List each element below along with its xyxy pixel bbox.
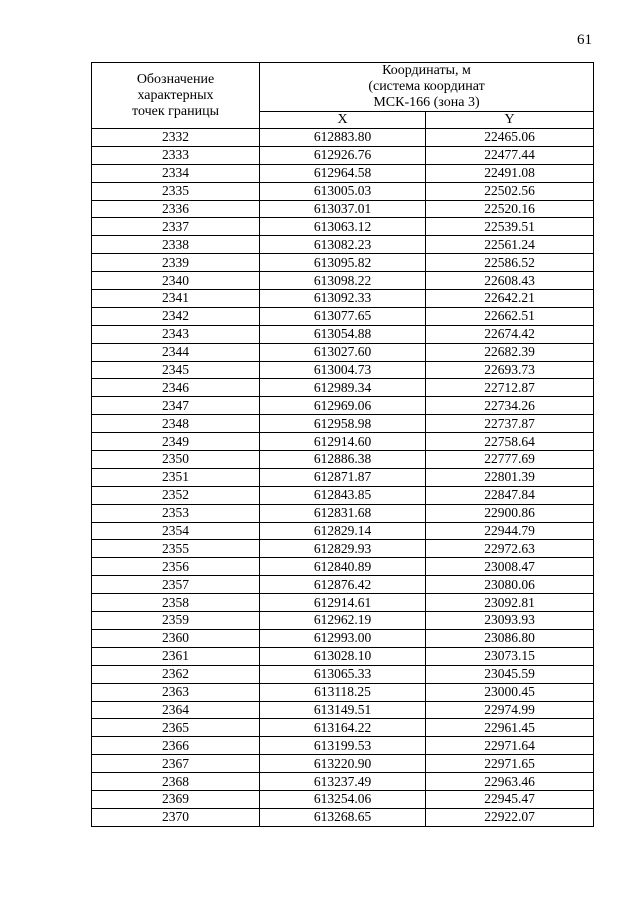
table-row [92,468,594,486]
x-coordinate-cell: 612964.58 [260,164,426,182]
y-coordinate-cell: 22674.42 [426,325,594,343]
table-row [92,647,594,665]
table-row [92,254,594,272]
point-number-cell: 2332 [92,129,260,147]
table-row [92,451,594,469]
header-point-line-3: точек границы [132,103,219,119]
point-number-cell: 2334 [92,164,260,182]
table-row [92,146,594,164]
point-number-cell: 2350 [92,451,260,469]
header-coords-line-3: МСК-166 (зона 3) [373,95,480,110]
y-coordinate-cell: 22974.99 [426,701,594,719]
point-number-cell: 2348 [92,415,260,433]
point-number-cell: 2367 [92,755,260,773]
y-coordinate-cell: 22491.08 [426,164,594,182]
point-number-cell: 2360 [92,629,260,647]
x-coordinate-cell: 613254.06 [260,790,426,808]
x-coordinate-cell: 613037.01 [260,200,426,218]
table-row [92,504,594,522]
point-number-cell: 2370 [92,808,260,826]
x-coordinate-cell: 613095.82 [260,254,426,272]
coordinates-table [91,62,594,827]
table-row [92,665,594,683]
point-number-cell: 2349 [92,433,260,451]
x-coordinate-cell: 613005.03 [260,182,426,200]
point-number-cell: 2335 [92,182,260,200]
y-coordinate-cell: 22465.06 [426,129,594,147]
x-coordinate-cell: 612914.60 [260,433,426,451]
y-coordinate-cell: 22961.45 [426,719,594,737]
x-coordinate-cell: 613098.22 [260,272,426,290]
header-point-line-1: Обозначение [136,71,215,87]
table-row [92,397,594,415]
x-coordinate-cell: 613027.60 [260,343,426,361]
y-coordinate-cell: 22586.52 [426,254,594,272]
point-number-cell: 2339 [92,254,260,272]
y-coordinate-cell: 22922.07 [426,808,594,826]
header-coords-line-1: Координаты, м [382,63,471,78]
x-coordinate-cell: 612876.42 [260,576,426,594]
x-coordinate-cell: 612843.85 [260,486,426,504]
header-coordinates [260,63,594,112]
point-number-cell: 2347 [92,397,260,415]
table-body [92,129,594,827]
x-coordinate-cell: 613164.22 [260,719,426,737]
point-number-cell: 2338 [92,236,260,254]
y-coordinate-cell: 22712.87 [426,379,594,397]
header-y: Y [426,112,594,129]
x-coordinate-cell: 613149.51 [260,701,426,719]
header-coords-line-2: (система координат [368,79,485,94]
table-row [92,379,594,397]
x-coordinate-cell: 612883.80 [260,129,426,147]
header-point-line-2: характерных [137,87,214,103]
point-number-cell: 2366 [92,737,260,755]
table-row [92,629,594,647]
table-row [92,486,594,504]
x-coordinate-cell: 612962.19 [260,612,426,630]
table-row [92,612,594,630]
x-coordinate-cell: 612840.89 [260,558,426,576]
y-coordinate-cell: 22642.21 [426,290,594,308]
y-coordinate-cell: 22971.65 [426,755,594,773]
y-coordinate-cell: 22801.39 [426,468,594,486]
y-coordinate-cell: 23080.06 [426,576,594,594]
point-number-cell: 2359 [92,612,260,630]
point-number-cell: 2346 [92,379,260,397]
point-number-cell: 2344 [92,343,260,361]
point-number-cell: 2337 [92,218,260,236]
x-coordinate-cell: 613077.65 [260,307,426,325]
page-number: 61 [577,32,592,48]
y-coordinate-cell: 22502.56 [426,182,594,200]
y-coordinate-cell: 22847.84 [426,486,594,504]
y-coordinate-cell: 23086.80 [426,629,594,647]
point-number-cell: 2336 [92,200,260,218]
point-number-cell: 2365 [92,719,260,737]
x-coordinate-cell: 612886.38 [260,451,426,469]
x-coordinate-cell: 612914.61 [260,594,426,612]
x-coordinate-cell: 612989.34 [260,379,426,397]
table-row [92,540,594,558]
table-row [92,343,594,361]
table-row [92,415,594,433]
y-coordinate-cell: 22971.64 [426,737,594,755]
point-number-cell: 2358 [92,594,260,612]
table-row [92,808,594,826]
y-coordinate-cell: 22539.51 [426,218,594,236]
y-coordinate-cell: 22477.44 [426,146,594,164]
table-row [92,790,594,808]
table-row [92,361,594,379]
x-coordinate-cell: 612993.00 [260,629,426,647]
y-coordinate-cell: 22662.51 [426,307,594,325]
x-coordinate-cell: 612969.06 [260,397,426,415]
x-coordinate-cell: 613063.12 [260,218,426,236]
y-coordinate-cell: 22944.79 [426,522,594,540]
y-coordinate-cell: 22734.26 [426,397,594,415]
table-row [92,594,594,612]
table-row [92,576,594,594]
point-number-cell: 2345 [92,361,260,379]
table-row [92,200,594,218]
header-point-designation [92,63,260,129]
table-row [92,701,594,719]
point-number-cell: 2363 [92,683,260,701]
point-number-cell: 2357 [92,576,260,594]
point-number-cell: 2362 [92,665,260,683]
point-number-cell: 2343 [92,325,260,343]
table-row [92,558,594,576]
y-coordinate-cell: 22520.16 [426,200,594,218]
table-row [92,218,594,236]
x-coordinate-cell: 612871.87 [260,468,426,486]
y-coordinate-cell: 22561.24 [426,236,594,254]
x-coordinate-cell: 613118.25 [260,683,426,701]
y-coordinate-cell: 23045.59 [426,665,594,683]
y-coordinate-cell: 22945.47 [426,790,594,808]
x-coordinate-cell: 613054.88 [260,325,426,343]
point-number-cell: 2369 [92,790,260,808]
x-coordinate-cell: 612926.76 [260,146,426,164]
y-coordinate-cell: 22737.87 [426,415,594,433]
table-row [92,307,594,325]
point-number-cell: 2361 [92,647,260,665]
table-row [92,433,594,451]
x-coordinate-cell: 612829.93 [260,540,426,558]
table-row [92,737,594,755]
point-number-cell: 2342 [92,307,260,325]
x-coordinate-cell: 613092.33 [260,290,426,308]
point-number-cell: 2368 [92,773,260,791]
y-coordinate-cell: 23000.45 [426,683,594,701]
table-row [92,182,594,200]
x-coordinate-cell: 613004.73 [260,361,426,379]
x-coordinate-cell: 613065.33 [260,665,426,683]
y-coordinate-cell: 22608.43 [426,272,594,290]
x-coordinate-cell: 613220.90 [260,755,426,773]
point-number-cell: 2355 [92,540,260,558]
table-row [92,683,594,701]
table-row [92,755,594,773]
x-coordinate-cell: 613082.23 [260,236,426,254]
table-row [92,272,594,290]
point-number-cell: 2364 [92,701,260,719]
table-row [92,773,594,791]
x-coordinate-cell: 613237.49 [260,773,426,791]
y-coordinate-cell: 22682.39 [426,343,594,361]
x-coordinate-cell: 613199.53 [260,737,426,755]
table-row [92,129,594,147]
table-row [92,236,594,254]
y-coordinate-cell: 22900.86 [426,504,594,522]
y-coordinate-cell: 22963.46 [426,773,594,791]
point-number-cell: 2341 [92,290,260,308]
point-number-cell: 2352 [92,486,260,504]
x-coordinate-cell: 613028.10 [260,647,426,665]
table-row [92,290,594,308]
y-coordinate-cell: 23093.93 [426,612,594,630]
x-coordinate-cell: 612958.98 [260,415,426,433]
y-coordinate-cell: 22758.64 [426,433,594,451]
point-number-cell: 2356 [92,558,260,576]
y-coordinate-cell: 23073.15 [426,647,594,665]
y-coordinate-cell: 22972.63 [426,540,594,558]
x-coordinate-cell: 612831.68 [260,504,426,522]
table-row [92,522,594,540]
point-number-cell: 2340 [92,272,260,290]
point-number-cell: 2333 [92,146,260,164]
table-row [92,719,594,737]
point-number-cell: 2354 [92,522,260,540]
y-coordinate-cell: 23092.81 [426,594,594,612]
point-number-cell: 2351 [92,468,260,486]
header-x: X [260,112,426,129]
y-coordinate-cell: 23008.47 [426,558,594,576]
y-coordinate-cell: 22777.69 [426,451,594,469]
y-coordinate-cell: 22693.73 [426,361,594,379]
point-number-cell: 2353 [92,504,260,522]
table-row [92,325,594,343]
x-coordinate-cell: 613268.65 [260,808,426,826]
x-coordinate-cell: 612829.14 [260,522,426,540]
table-row [92,164,594,182]
